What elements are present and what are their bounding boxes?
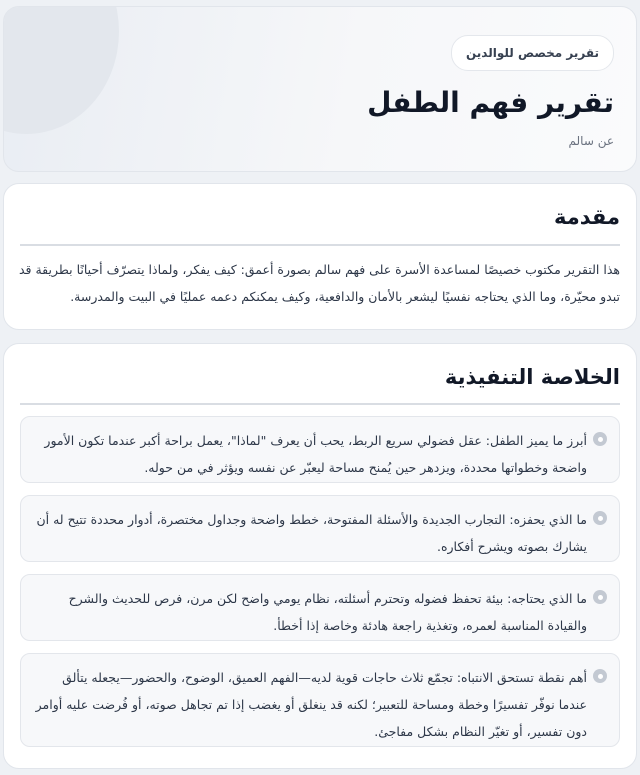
intro-title: مقدمة (554, 205, 620, 229)
summary-title: الخلاصة التنفيذية (444, 365, 620, 389)
summary-item-text: أهم نقطة تستحق الانتباه: تجمّع ثلاث حاجات قوية لديه—الفهم العميق، الوضوح، والحضور—يجعله يتألق عندما نوفّر تفسيرًا وخطة ومساحة للتعبير؛ لكنه قد ينغلق أو يغضب إذا تم تجاهل صوته، أو فُرضت عليه أوامر دون تفسير، أو تغيّر النظام بشكل مفاجئ. (35, 670, 587, 739)
bullet-icon (593, 432, 607, 446)
summary-item (20, 653, 620, 747)
bullet-icon (593, 511, 607, 525)
decorative-circle (3, 6, 119, 134)
audience-badge: تقرير مخصص للوالدين (451, 35, 614, 71)
intro-divider (20, 244, 620, 246)
page-title: تقرير فهم الطفل (367, 86, 614, 119)
summary-card (3, 343, 637, 769)
report-header-card (3, 6, 637, 172)
summary-item-text: ما الذي يحتاجه: بيئة تحفظ فضوله وتحترم أسئلته، نظام يومي واضح لكن مرن، فرص للحديث والشرح والقيادة المناسبة لعمره، وتغذية راجعة هادئة وخاصة إذا أخطأ. (68, 591, 587, 633)
summary-item (20, 495, 620, 562)
intro-card (3, 183, 637, 330)
summary-item (20, 574, 620, 641)
bullet-icon (593, 590, 607, 604)
summary-item (20, 416, 620, 483)
intro-text: هذا التقرير مكتوب خصيصًا لمساعدة الأسرة على فهم سالم بصورة أعمق: كيف يفكر، ولماذا يتصرّف أحيانًا بطريقة قد تبدو محيّرة، وما الذي يحتاجه نفسيًا ليشعر بالأمان والدافعية، وكيف يمكنكم دعمه عمليًا في البيت والمدرسة. (18, 262, 620, 304)
bullet-icon (593, 669, 607, 683)
page-subtitle: عن سالم (568, 134, 614, 148)
summary-divider (20, 403, 620, 405)
summary-item-text: أبرز ما يميز الطفل: عقل فضولي سريع الربط، يحب أن يعرف "لماذا"، يعمل براحة أكبر عندما تكون الأمور واضحة وخطواتها محددة، ويزدهر حين يُمنح مساحة ليعبّر عن نفسه ويؤثر في من حوله. (44, 433, 587, 475)
summary-item-text: ما الذي يحفزه: التجارب الجديدة والأسئلة المفتوحة، خطط واضحة وجداول مختصرة، أدوار محددة تتيح له أن يشارك بصوته ويشرح أفكاره. (36, 512, 587, 554)
